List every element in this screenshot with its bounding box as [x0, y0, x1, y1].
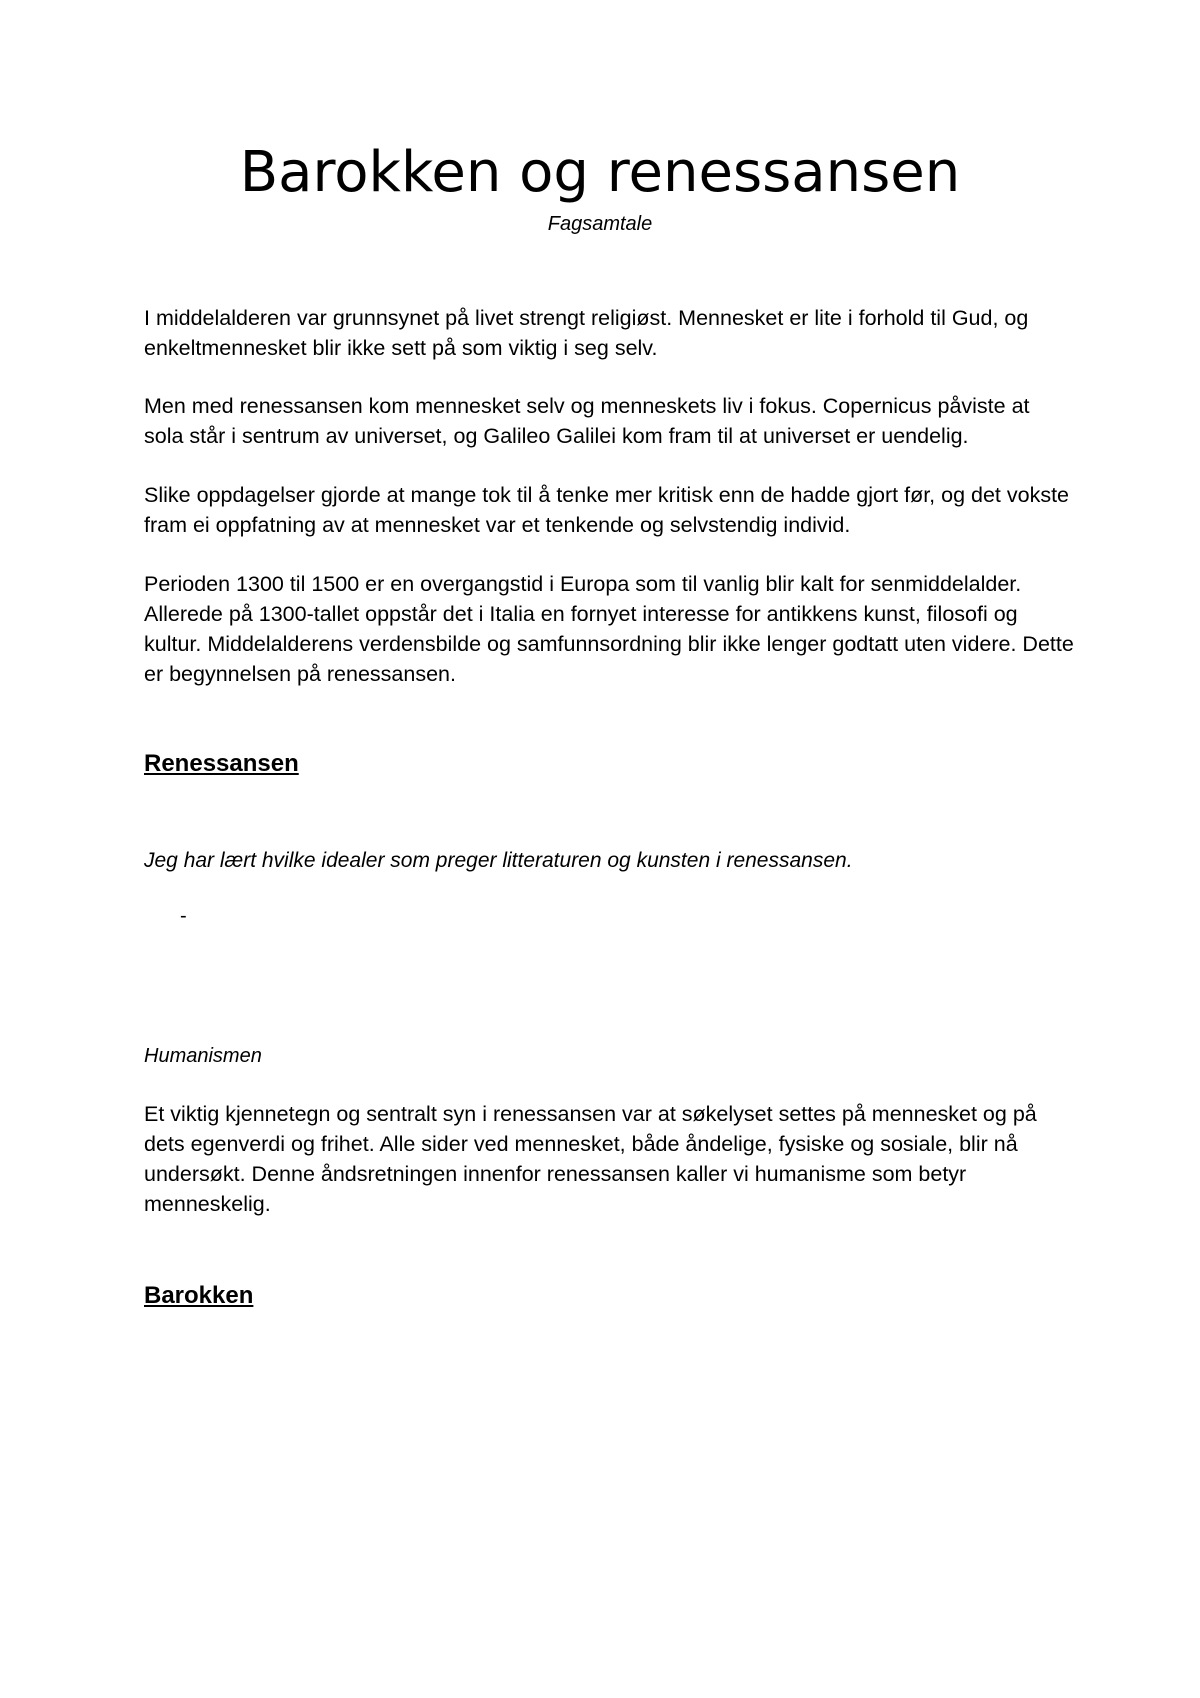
empty-bullet: - — [180, 905, 187, 927]
intro-paragraph-3: Slike oppdagelser gjorde at mange tok til å tenke mer kritisk enn de hadde gjort før, og det vokste fram ei oppfatning av at mennesket var et tenkende og selvstendig individ. — [144, 483, 1070, 537]
humanismen-paragraph: Et viktig kjennetegn og sentralt syn i renessansen var at søkelyset settes på mennesket og på dets egenverdi og frihet. Alle sider ved mennesket, både åndelige, fysiske og sosiale, blir nå undersøkt. Denne åndsretningen innenfor renessansen kaller vi humanisme som betyr menneskelig. — [144, 1102, 1037, 1216]
subheading-humanismen: Humanismen — [144, 1045, 262, 1067]
intro-paragraph-2: Men med renessansen kom mennesket selv og menneskets liv i fokus. Copernicus påviste at sola står i sentrum av universet, og Galileo Galilei kom fram til at universet er uendelig. — [144, 394, 1030, 448]
section-heading-barokken: Barokken — [144, 1282, 254, 1309]
document-subtitle: Fagsamtale — [547, 213, 653, 235]
intro-paragraph-4: Perioden 1300 til 1500 er en overgangstid i Europa som til vanlig blir kalt for senmiddelalder. Allerede på 1300-tallet oppstår det i Italia en fornyet interesse for antikkens kunst, filosofi og kultur. Middelalderens verdensbilde og samfunnsordning blir ikke lenger godtatt uten videre. Dette er begynnelsen på renessansen. — [144, 572, 1074, 686]
document-title: Barokken og renessansen — [239, 140, 961, 205]
intro-paragraph-1: I middelalderen var grunnsynet på livet strengt religiøst. Mennesket er lite i forhold til Gud, og enkeltmennesket blir ikke sett på som viktig i seg selv. — [144, 306, 1029, 360]
learning-goal: Jeg har lært hvilke idealer som preger litteraturen og kunsten i renessansen. — [144, 849, 853, 872]
section-heading-renessansen: Renessansen — [144, 750, 299, 777]
